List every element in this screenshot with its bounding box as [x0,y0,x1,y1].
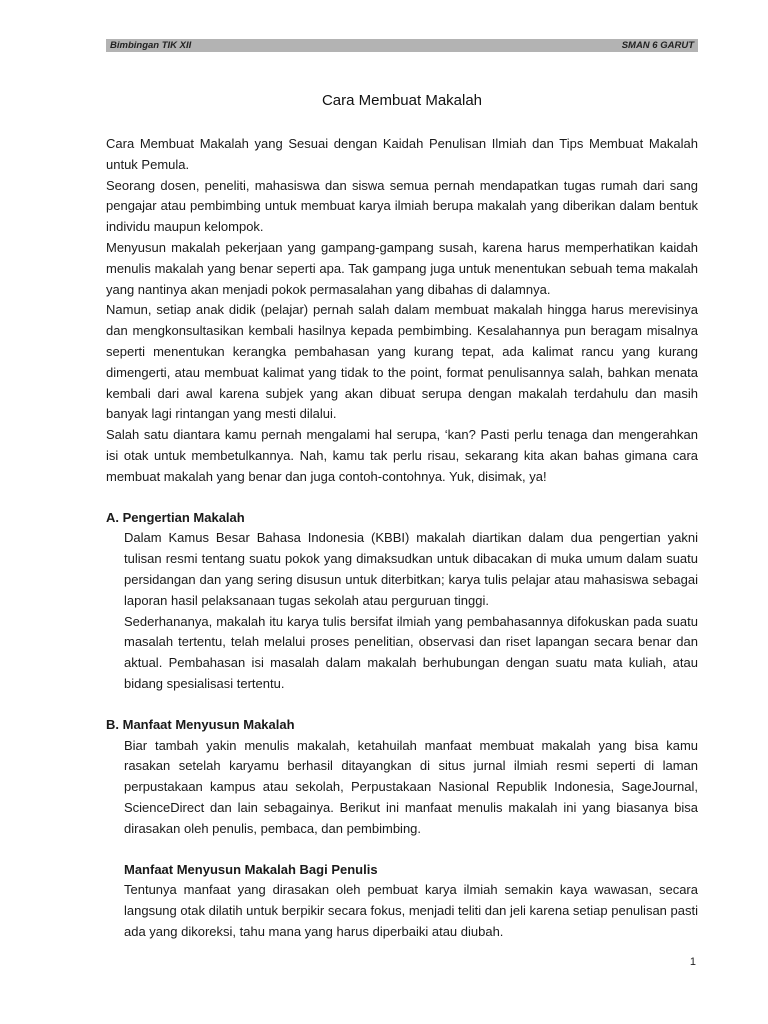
intro-paragraph: Salah satu diantara kamu pernah mengalami hal serupa, ‘kan? Pasti perlu tenaga dan mengerahkan isi otak untuk membetulkannya. Nah, kamu tak perlu risau, sekarang kita akan bahas gimana cara membuat makalah yang benar dan juga contoh-contohnya. Yuk, disimak, ya! [106,427,698,484]
running-header [106,39,698,52]
page-number: 1 [689,956,696,968]
section-a-heading: A. Pengertian Makalah [106,509,245,525]
intro-paragraph: Menyusun makalah pekerjaan yang gampang-gampang susah, karena harus memperhatikan kaidah menulis makalah yang benar seperti apa. Tak gampang juga untuk menentukan sebuah tema makalah yang nantinya akan menjadi pokok permasalahan yang dibahas di dalamnya. [106,239,698,297]
intro-paragraph: Namun, setiap anak didik (pelajar) pernah salah dalam membuat makalah hingga harus merevisinya dan mengkonsultasikan kembali hasilnya kepada pembimbing. Kesalahannya pun beragam misalnya seperti menentukan kerangka pembahasan yang kurang tepat, ada kalimat rancu yang kurang dimengerti, atau membuat kalimat yang tidak to the point, format penulisannya salah, bahkan menata kembali dari awal karena subjek yang akan dibuat serupa dengan makalah terdahulu dan masih banyak lagi rintangan yang mesti dilalui. [106,302,698,422]
header-right: SMAN 6 GARUT [621,40,694,51]
intro-paragraph: Seorang dosen, peneliti, mahasiswa dan siswa semua pernah mendapatkan tugas rumah dari sang pengajar atau pembimbing untuk membuat karya ilmiah berupa makalah yang diberikan dalam bentuk individu maupun kelompok. [106,177,698,235]
section-b-sub-paragraph: Tentunya manfaat yang dirasakan oleh pembuat karya ilmiah semakin kaya wawasan, secara langsung otak dilatih untuk berpikir secara fokus, menjadi teliti dan jeli karena setiap penulisan pasti ada yang dikoreksi, tahu mana yang harus diperbaiki atau diubah. [124,882,698,939]
document-body [106,134,698,943]
section-b-paragraph: Biar tambah yakin menulis makalah, ketahuilah manfaat membuat makalah yang bisa kamu rasakan setelah karyamu berhasil ditayangkan di situs jurnal ilmiah resmi seperti di laman perpustakaan kampus atau sekolah, Perpustakaan Nasional Republik Indonesia, SageJournal, ScienceDirect dan lain sebagainya. Berikut ini manfaat menulis makalah ini yang biasanya bisa dirasakan oleh penulis, pembaca, dan pembimbing. [124,737,698,836]
header-left: Bimbingan TIK XII [110,40,192,51]
intro-paragraph: Cara Membuat Makalah yang Sesuai dengan Kaidah Penulisan Ilmiah dan Tips Membuat Makalah untuk Pemula. [106,136,698,172]
section-b-subheading: Manfaat Menyusun Makalah Bagi Penulis [124,861,378,877]
document-title: Cara Membuat Makalah [321,92,483,109]
section-a-paragraph: Sederhananya, makalah itu karya tulis bersifat ilmiah yang pembahasannya difokuskan pada suatu masalah tertentu, telah melalui proses penelitian, observasi dan riset lapangan secara benar dan aktual. Pembahasan isi masalah dalam makalah berhubungan dengan suatu mata kuliah, atau bidang spesialisasi tertentu. [124,613,698,691]
section-a-paragraph: Dalam Kamus Besar Bahasa Indonesia (KBBI) makalah diartikan dalam dua pengertian yakni tulisan resmi tentang suatu pokok yang dimaksudkan untuk dibacakan di muka umum dalam suatu persidangan dan yang sering disusun untuk diterbitkan; karya tulis pelajar atau mahasiswa sebagai laporan hasil pelaksanaan tugas sekolah atau perguruan tinggi. [124,530,698,608]
section-b-heading: B. Manfaat Menyusun Makalah [106,716,295,732]
